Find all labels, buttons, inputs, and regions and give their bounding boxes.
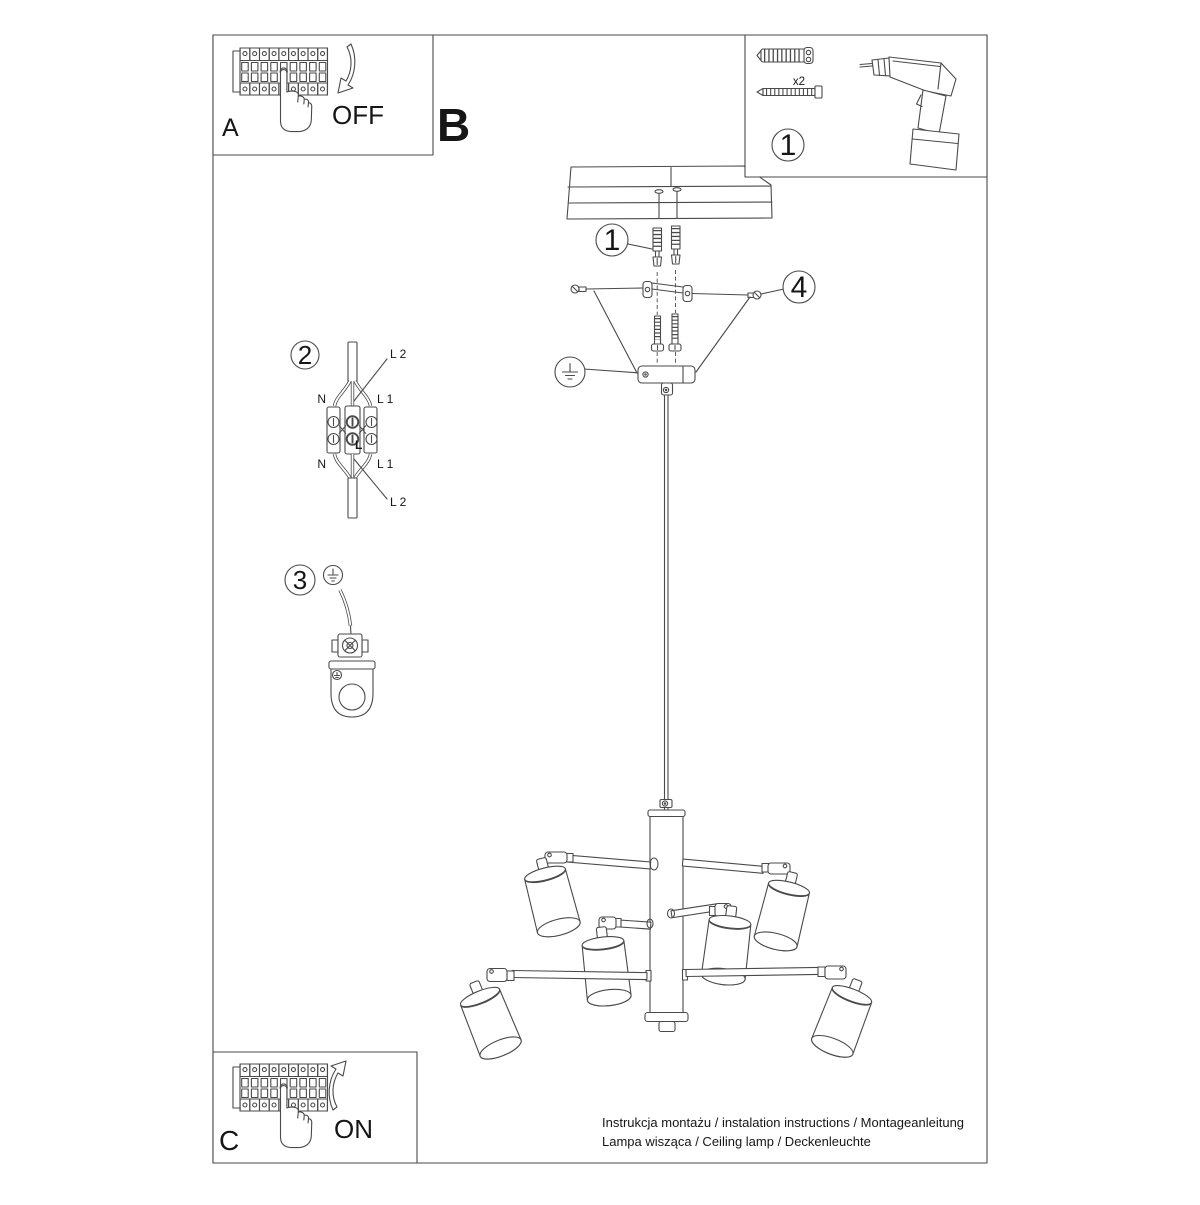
arm-bottom-right [686, 967, 819, 976]
off-label: OFF [332, 100, 384, 130]
label-l2-bottom: L 2 [390, 495, 407, 509]
shade-top-left [520, 853, 582, 941]
elbow-bottom-right [818, 966, 846, 979]
ceiling-mounting-diagram [555, 166, 815, 812]
section-tools-box [745, 35, 987, 177]
arm-top-left [566, 855, 650, 869]
label-n-top: N [317, 392, 326, 406]
wall-plugs [653, 226, 680, 266]
elbow-bottom-left [487, 969, 514, 982]
terminal-block [327, 406, 377, 454]
arm-top-right [682, 859, 763, 873]
elbow-top-left [545, 852, 573, 863]
tools-badge [772, 129, 804, 162]
section-a-power-off [213, 35, 433, 155]
label-n-bottom: N [317, 457, 326, 471]
shade-bottom-left [454, 974, 524, 1064]
step-4-number: 4 [790, 271, 808, 304]
column-top-cap [648, 810, 685, 817]
chandelier-drawing [454, 800, 879, 1064]
label-l2-top: L 2 [390, 347, 407, 361]
column-bottom-cap [645, 1013, 688, 1022]
ceiling-canopy [638, 366, 695, 395]
shade-bottom-right [809, 972, 878, 1062]
section-c-label: C [219, 1125, 240, 1156]
cable-bottom [348, 478, 357, 518]
footer [602, 1115, 964, 1149]
canopy-screws [652, 270, 682, 364]
on-label: ON [334, 1114, 373, 1144]
elbow-top-right [762, 863, 790, 874]
suspension-cord [665, 395, 669, 812]
section-a-label: A [222, 114, 239, 142]
earth-symbol-icon [324, 566, 343, 585]
step-4-badge [783, 271, 815, 304]
step-3-badge [285, 565, 315, 595]
footer-line-2: Lampa wisząca / Ceiling lamp / Deckenleuchte [602, 1134, 871, 1149]
label-l1-bottom: L 1 [377, 457, 394, 471]
cord-connector [660, 800, 672, 808]
wires-top [335, 381, 371, 406]
lamp-bracket-piece [329, 661, 375, 717]
anchor-count-label: x2 [792, 76, 806, 88]
section-c-power-on [213, 1052, 417, 1163]
step-1-number: 1 [603, 224, 621, 257]
ceiling-slab [567, 166, 772, 219]
mounting-bracket [643, 282, 692, 302]
wiring-diagram [291, 340, 407, 518]
wires-bottom [335, 454, 371, 478]
label-l1-top: L 1 [377, 392, 394, 406]
earth-clamp [332, 634, 368, 657]
earth-wire [340, 590, 351, 633]
wall-anchor-icon [757, 48, 813, 64]
step-3-number: 3 [292, 565, 308, 595]
step-1-badge [596, 224, 652, 257]
shade-top-right [752, 867, 814, 954]
column-end-knob [659, 1022, 675, 1032]
arm-mid-left [620, 920, 651, 929]
arm-bottom-left [512, 971, 647, 980]
tools-badge-number: 1 [779, 129, 797, 162]
step-2-badge [291, 340, 319, 370]
shade-mid-left [579, 925, 632, 1008]
section-b-label: B [437, 99, 471, 151]
earth-symbol-badge [555, 357, 640, 387]
cable-top [348, 342, 357, 382]
earth-clamp-diagram [285, 565, 375, 717]
step-2-number: 2 [297, 340, 313, 370]
label-l-center: L [355, 438, 363, 452]
footer-line-1: Instrukcja montażu / instalation instructions / Montageanleitung [602, 1115, 965, 1130]
